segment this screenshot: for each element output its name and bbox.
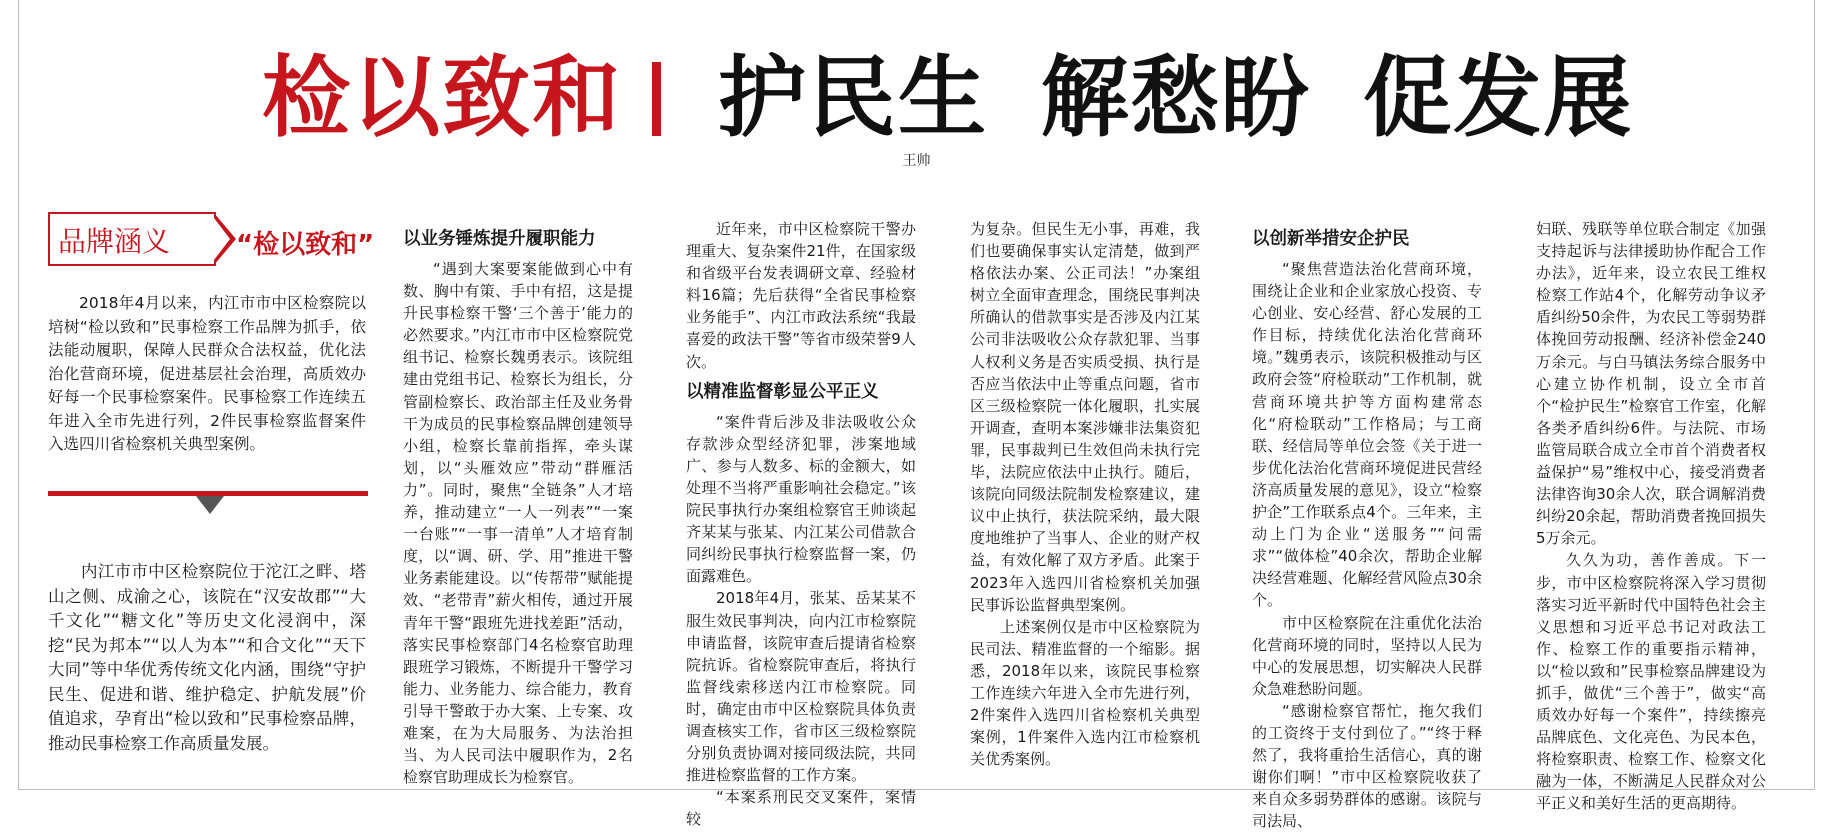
intro-summary: [48, 292, 366, 457]
divider-triangle-icon: [196, 496, 224, 514]
article-column-2: [686, 218, 916, 830]
article-column-5: [1536, 218, 1766, 815]
paragraph: “聚焦营造法治化营商环境，围绕让企业和企业家放心投资、专心创业、安心经营、舒心发展的工作目标，持续优化法治化营商环境。”魏勇表示，该院积极推动与区政府会签“府检联动”工作机制，就营商环境共护等方面构建常态化“府检联动”工作格局；与工商联、经信局等单位会签《关于进一步优化法治化营商环境促进民营经济高质量发展的意见》，设立“检察护企”工作联系点4个。三年来，主动上门为企业“送服务”“问需求”“做体检”40余次，帮助企业解决经营难题、化解经营风险点30余个。: [1252, 260, 1482, 610]
section-heading: 以精准监督彰显公平正义: [686, 381, 879, 402]
paragraph: 妇联、残联等单位联合制定《加强支持起诉与法律援助协作配合工作办法》，近年来，设立农民工维权检察工作站4个，化解劳动争议矛盾纠纷50余件，为农民工等弱势群体挽回劳动报酬、经济补偿金240万余元。与白马镇法务综合服务中心建立协作机制，设立全市首个“检护民生”检察官工作室，化解各类矛盾纠纷6件。与法院、市场监管局联合成立全市首个消费者权益保护“易”维权中心，接受消费者法律咨询30余人次，联合调解消费纠纷20余起，帮助消费者挽回损失5万余元。: [1536, 220, 1766, 548]
paragraph: 2018年4月，张某、岳某某不服生效民事判决，向内江市检察院申请监督，该院审查后提请省检察院抗诉。省检察院审查后，将执行监督线索移送内江市检察院。同时，确定由市中区检察院具体负责调查核实工作，省市区三级检察院分别负责协调对接同级法院，共同推进检察监督的工作方案。: [686, 589, 916, 785]
author-byline: 王帅: [902, 153, 931, 169]
headline: [0, 48, 1833, 148]
article-column-4: [1252, 226, 1482, 832]
paragraph: 近年来，市中区检察院干警办理重大、复杂案件21件，在国家级和省级平台发表调研文章、经验材料16篇；先后获得“全省民事检察业务能手”、内江市政法系统“我最喜爱的政法干警”等省市级荣誉9人次。: [686, 220, 916, 371]
paragraph: “感谢检察官帮忙，拖欠我们的工资终于支付到位了。”“终于释然了，我将重拾生活信心，真的谢谢你们啊！”市中区检察院收获了来自众多弱势群体的感谢。该院与司法局、: [1252, 701, 1482, 831]
intro-paragraph: 2018年4月以来，内江市市中区检察院以培树“检以致和”民事检察工作品牌为抓手，依法能动履职，保障人民群众合法权益，优化法治化营商环境，促进基层社会治理，高质效办好每一个民事检察案件。民事检察工作连续五年进入全市先进行列，2件民事检察监督案件入选四川省检察机关典型案例。: [48, 294, 366, 453]
brand-quote: “检以致和”: [236, 230, 375, 260]
paragraph: 为复杂。但民生无小事，再难，我们也要确保事实认定清楚，做到严格依法办案、公正司法！”办案组树立全面审查理念，围绕民事判决所确认的借款事实是否涉及内江某公司非法吸收公众存款犯罪、当事人权利义务是否实质受损、执行是否应当依法中止等重点问题，省市区三级检察院一体化履职，扎实展开调查，查明本案涉嫌非法集资犯罪，民事裁判已生效但尚未执行完毕，法院应依法中止执行。随后，该院向同级法院制发检察建议，建议中止执行，获法院采纳，最大限度地维护了当事人、企业的财产权益，有效化解了双方矛盾。此案于2023年入选四川省检察机关加强民事诉讼监督典型案例。: [970, 220, 1200, 614]
paragraph: “本案系刑民交叉案件，案情较: [686, 788, 916, 829]
section-heading: 以创新举措安企护民: [1252, 229, 1410, 249]
paragraph: “案件背后涉及非法吸收公众存款涉众型经济犯罪，涉案地域广、参与人数多、标的金额大，如处理不当将严重影响社会稳定。”该院民事执行办案组检察官王帅谈起齐某某与张某、内江某公司借款合同纠纷民事执行检察监督一案，仍面露难色。: [686, 412, 916, 586]
paragraph: 久久为功，善作善成。下一步，市中区检察院将深入学习贯彻落实习近平新时代中国特色社会主义思想和习近平总书记对政法工作、检察工作的重要指示精神，以“检以致和”民事检察品牌建设为抓手，做优“三个善于”，做实“高质效办好每一个案件”，持续擦亮品牌底色、文化亮色、为民本色，将检察职责、检察工作、检察文化融为一体，不断满足人民群众对公平正义和美好生活的更高期待。: [1536, 551, 1766, 813]
section-heading: 以业务锤炼提升履职能力: [403, 229, 596, 249]
headline-title: 护民生 解愁盼 促发展: [718, 46, 1634, 149]
article-column-1: [403, 226, 633, 788]
brand-arrow-inner: [214, 218, 230, 260]
headline-brand: 检以致和: [262, 46, 623, 149]
paragraph: “遇到大案要案能做到心中有数、胸中有策、手中有招，这是提升民事检察干警‘三个善于’能力的必然要求。”内江市市中区检察院党组书记、检察长魏勇表示。该院组建由党组书记、检察长为组长，分管副检察长、政治部主任及业务骨干为成员的民事检察品牌创建领导小组，检察长靠前指挥，牵头谋划，以“头雁效应”带动“群雁活力”。同时，聚焦“全链条”人才培养，推动建立“一人一列表”“一案一台账”“一事一清单”人才培育制度，以“调、研、学、用”推进干警业务素能建设。以“传帮带”赋能提效、“老带青”薪火相传，通过开展青年干警“跟班先进找差距”活动，落实民事检察部门4名检察官助理跟班学习锻炼，不断提升干警学习能力、业务能力、综合能力，教育引导干警敢于办大案、上专案、攻难案，在为大局服务、为法治担当、为人民司法中履职作为，2名检察官助理成长为检察官。: [403, 260, 633, 787]
paragraph: 上述案例仅是市中区检察院为民司法、精准监督的一个缩影。据悉，2018年以来，该院民事检察工作连续六年进入全市先进行列，2件案件入选四川省检察机关典型案例，1件案件入选内江市检察机关优秀案例。: [970, 617, 1200, 769]
intro-description: [48, 560, 366, 756]
brand-label: 品牌涵义: [58, 225, 171, 258]
headline-divider: [652, 62, 661, 136]
article-column-3: [970, 218, 1200, 770]
paragraph: 市中区检察院在注重优化法治化营商环境的同时，坚持以人民为中心的发展思想，切实解决人民群众急难愁盼问题。: [1252, 613, 1482, 698]
description-paragraph: 内江市市中区检察院位于沱江之畔、塔山之侧、成渝之心，该院在“汉安故郡”“大千文化”“糖文化”等历史文化浸润中，深挖“民为邦本”“以人为本”“和合文化”“天下大同”等中华优秀传统文化内涵，围绕“守护民生、促进和谐、维护稳定、护航发展”价值追求，孕育出“检以致和”民事检察品牌，推动民事检察工作高质量发展。: [48, 562, 366, 753]
